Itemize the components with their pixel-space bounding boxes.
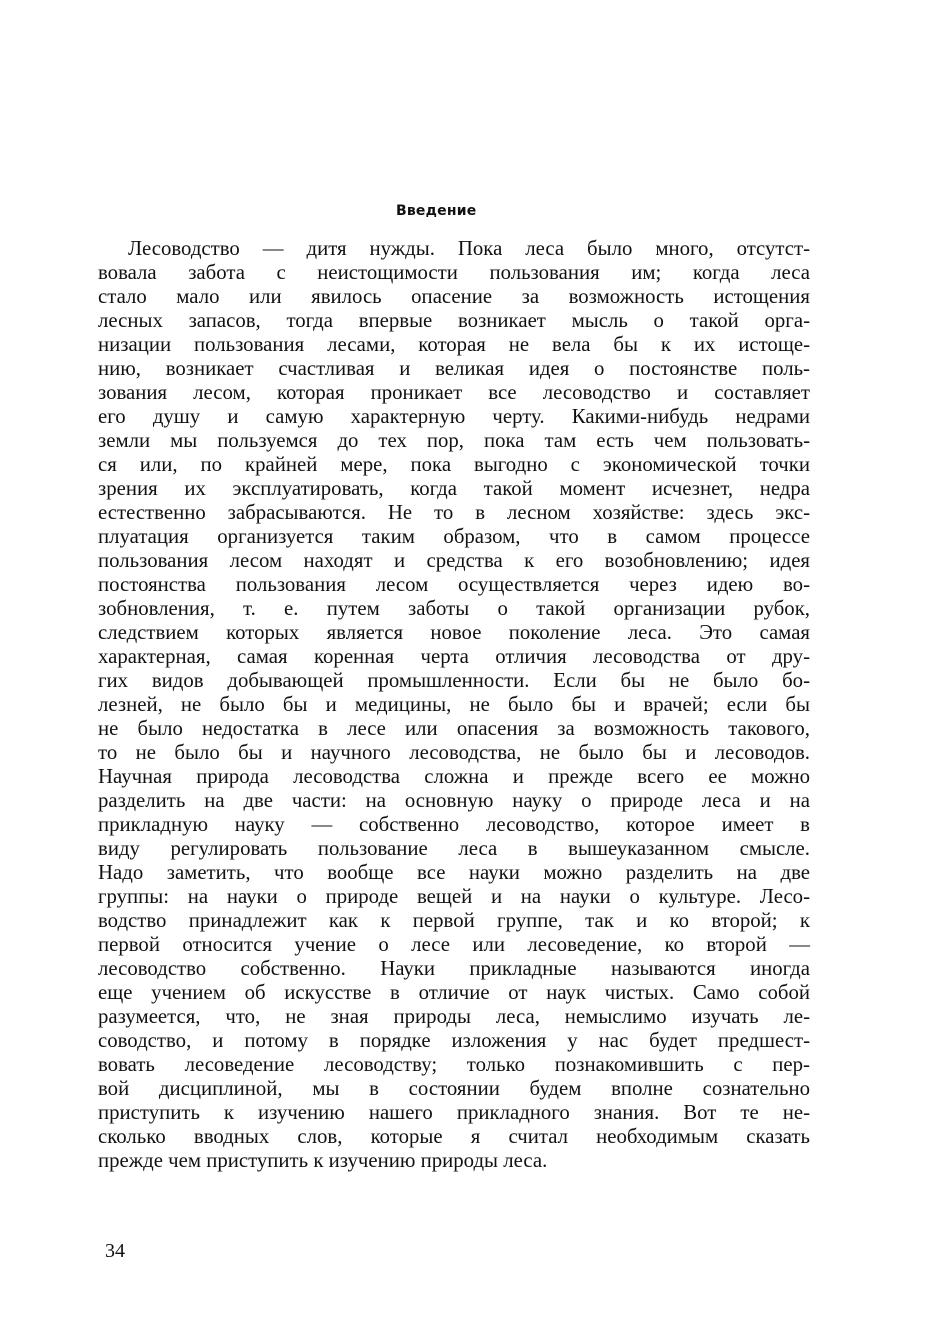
text-line: водство принадлежит как к первой группе, так и ко второй; к [98,909,810,932]
text-line: то не было бы и научного лесоводства, не было бы и лесоводов. [98,741,810,764]
text-line: Надо заметить, что вообще все науки можно разделить на две [98,861,810,884]
text-line: ся или, по крайней мере, пока выгодно с экономической точки [98,453,810,476]
text-line: приступить к изучению нашего прикладного знания. Вот те не- [98,1101,810,1124]
text-line: постоянства пользования лесом осуществляется через идею во- [98,573,810,596]
page-number: 34 [105,1240,125,1262]
text-line: его душу и самую характерную черту. Какими-нибудь недрами [98,405,810,428]
text-line: разумеется, что, не зная природы леса, немыслимо изучать ле- [98,1005,810,1028]
text-line: группы: на науки о природе вещей и на науки о культуре. Лесо- [98,885,810,908]
text-line: не было недостатка в лесе или опасения за возможность такового, [98,717,810,740]
text-line: лезней, не было бы и медицины, не было бы и врачей; если бы [98,693,810,716]
text-line: вой дисциплиной, мы в состоянии будем вполне сознательно [98,1077,810,1100]
text-line: плуатация организуется таким образом, что в самом процессе [98,525,810,548]
text-line: гих видов добывающей промышленности. Если бы не было бо- [98,669,810,692]
text-line: нию, возникает счастливая и великая идея о постоянстве поль- [98,357,810,380]
text-line: зования лесом, которая проникает все лесоводство и составляет [98,381,810,404]
section-heading: Введение [396,203,477,219]
text-line: первой относится учение о лесе или лесоведение, ко второй — [98,933,810,956]
text-line: стало мало или явилось опасение за возможность истощения [98,285,810,308]
text-line: зобновления, т. е. путем заботы о такой организации рубок, [98,597,810,620]
text-line: Научная природа лесоводства сложна и прежде всего ее можно [98,765,810,788]
text-line: вовала забота с неистощимости пользования им; когда леса [98,261,810,284]
text-line: лесоводство собственно. Науки прикладные называются иногда [98,957,810,980]
text-line: естественно забрасываются. Не то в лесном хозяйстве: здесь экс- [98,501,810,524]
text-line: лесных запасов, тогда впервые возникает мысль о такой орга- [98,309,810,332]
body-paragraph [98,237,810,1173]
text-line: следствием которых является новое поколение леса. Это самая [98,621,810,644]
text-line: характерная, самая коренная черта отличия лесоводства от дру- [98,645,810,668]
text-line: соводство, и потому в порядке изложения у нас будет предшест- [98,1029,810,1052]
text-line: прикладную науку — собственно лесоводство, которое имеет в [98,813,810,836]
text-line: вовать лесоведение лесоводству; только познакомившить с пер- [98,1053,810,1076]
text-line: пользования лесом находят и средства к его возобновлению; идея [98,549,810,572]
text-line: Лесоводство — дитя нужды. Пока леса было много, отсутст- [128,237,810,260]
text-line: низации пользования лесами, которая не вела бы к их истоще- [98,333,810,356]
text-line: прежде чем приступить к изучению природы леса. [98,1149,548,1172]
text-line: разделить на две части: на основную науку о природе леса и на [98,789,810,812]
text-line: еще учением об искусстве в отличие от наук чистых. Само собой [98,981,810,1004]
text-line: сколько вводных слов, которые я считал необходимым сказать [98,1125,810,1148]
text-line: зрения их эксплуатировать, когда такой момент исчезнет, недра [98,477,810,500]
text-line: виду регулировать пользование леса в вышеуказанном смысле. [98,837,810,860]
text-line: земли мы пользуемся до тех пор, пока там есть чем пользовать- [98,429,810,452]
